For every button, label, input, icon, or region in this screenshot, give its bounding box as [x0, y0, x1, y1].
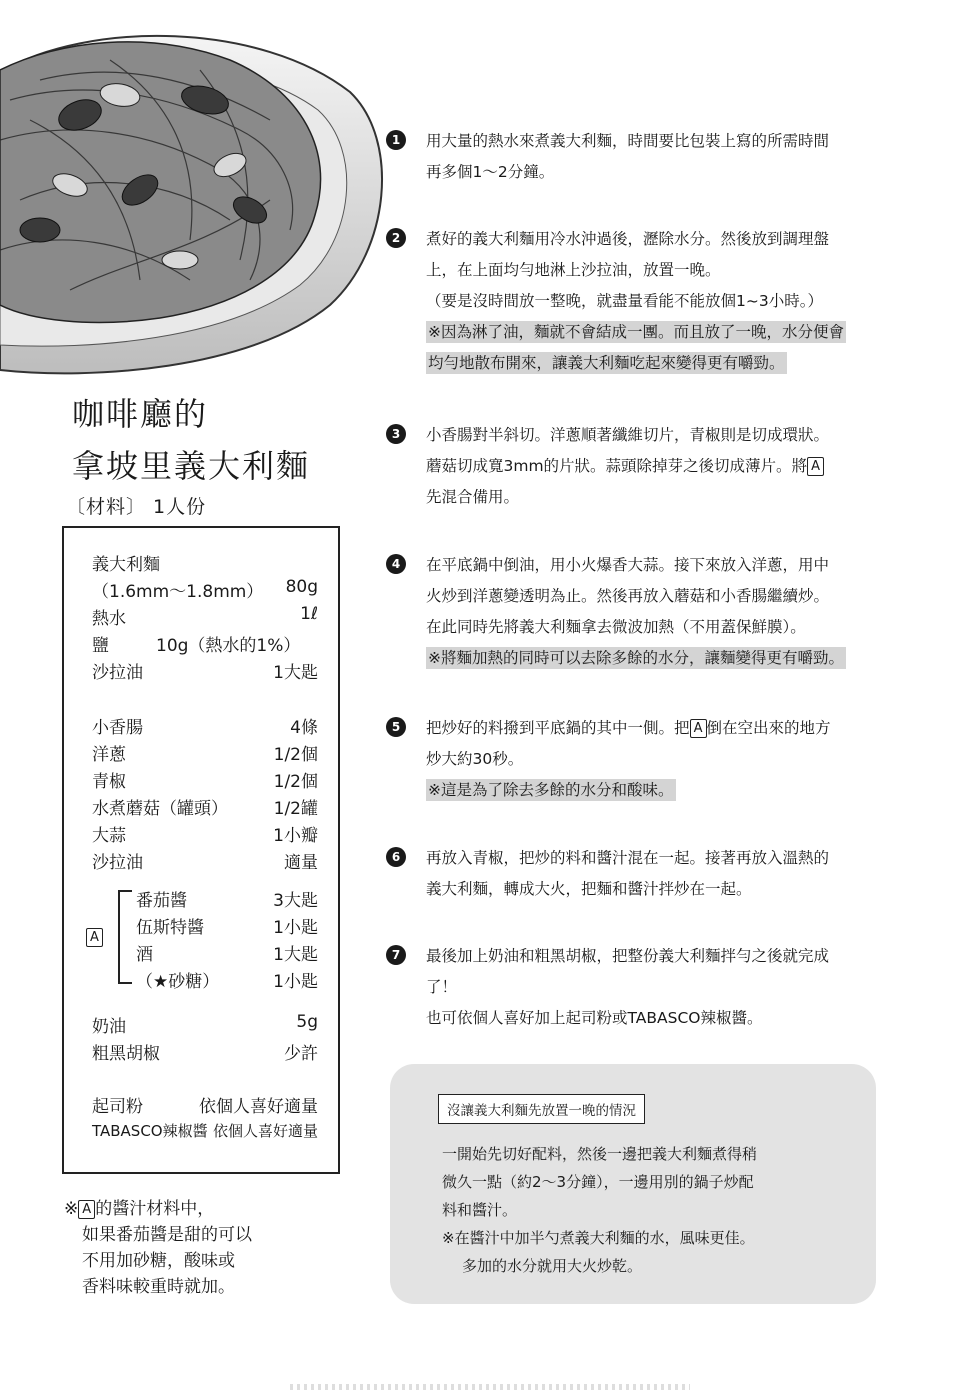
- step-number: 6: [386, 847, 406, 867]
- servings-label: 〔材料〕 1人份: [66, 496, 207, 518]
- scan-speckle: [290, 1384, 690, 1390]
- step-number: 7: [386, 945, 406, 965]
- ingredient-row: 洋蔥 1/2個: [92, 745, 318, 765]
- step-line: 煮好的義大利麵用冷水沖過後，瀝除水分。然後放到調理盤: [426, 230, 830, 248]
- ingredient-row: 粗黑胡椒 少許: [92, 1044, 318, 1064]
- step-7: [386, 941, 906, 1034]
- ingredient-row: 鹽 10g（熱水的1%）: [92, 636, 301, 656]
- sauce-a-label: A: [86, 928, 103, 947]
- ingredient-row: 義大利麵: [92, 555, 160, 575]
- sauce-a-box: A: [690, 719, 707, 738]
- note-line-1: 的醬汁材料中，: [95, 1199, 215, 1219]
- step-number: 1: [386, 130, 406, 150]
- step-line: 把炒好的料撥到平底鍋的其中一側。把: [426, 719, 690, 737]
- sauce-note: [64, 1196, 252, 1300]
- callout-line: 一開始先切好配料，然後一邊把義大利麵煮得稍: [442, 1145, 758, 1163]
- step-line: 小香腸對半斜切。洋蔥順著纖維切片，青椒則是切成環狀。: [426, 426, 830, 444]
- ingredient-row: 小香腸 4條: [92, 718, 318, 738]
- step-number: 5: [386, 717, 406, 737]
- callout-tag: 沒讓義大利麵先放置一晚的情況: [438, 1094, 645, 1124]
- title-line-1: 咖啡廳的: [72, 395, 209, 433]
- step-line: 炒大約30秒。: [426, 750, 524, 768]
- step-line: 在平底鍋中倒油，用小火爆香大蒜。接下來放入洋蔥，用中: [426, 556, 830, 574]
- callout-line: 多加的水分就用大火炒乾。: [462, 1257, 643, 1275]
- step-line: 也可依個人喜好加上起司粉或TABASCO辣椒醬。: [426, 1009, 763, 1027]
- ingredient-row: 沙拉油 1大匙: [92, 663, 318, 683]
- step-2: [386, 224, 906, 379]
- sauce-row: 酒 1大匙: [136, 945, 318, 965]
- callout-line: 料和醬汁。: [442, 1201, 518, 1219]
- callout-body: [442, 1140, 757, 1280]
- sauce-row: 伍斯特醬 1小匙: [136, 918, 318, 938]
- ingredient-row: 大蒜 1小瓣: [92, 826, 318, 846]
- step-line: 蘑菇切成寬3mm的片狀。蒜頭除掉芽之後切成薄片。將: [426, 457, 808, 475]
- step-line: 再放入青椒，把炒的料和醬汁混在一起。接著再放入溫熱的: [426, 849, 830, 867]
- step-tip: 均勻地散布開來，讓義大利麵吃起來變得更有嚼勁。: [428, 354, 785, 372]
- ingredient-row: TABASCO辣椒醬 依個人喜好適量: [92, 1122, 318, 1140]
- note-prefix: ※: [64, 1199, 79, 1219]
- note-a-box: A: [78, 1200, 95, 1219]
- step-line: 了！: [426, 978, 458, 996]
- sauce-a-box: A: [807, 457, 824, 476]
- step-number: 4: [386, 554, 406, 574]
- note-line-3: 不用加砂糖，酸味或: [82, 1251, 235, 1271]
- sauce-row: （★砂糖） 1小匙: [136, 972, 318, 992]
- title-line-2: 拿坡里義大利麵: [72, 447, 311, 485]
- recipe-title: [72, 388, 310, 492]
- ingredient-row: （1.6mm～1.8mm） 80g: [92, 577, 318, 602]
- tip-callout: [390, 1064, 876, 1304]
- sauce-bracket: [118, 890, 132, 984]
- note-line-4: 香料味較重時就加。: [82, 1277, 235, 1297]
- step-line: （要是沒時間放一整晚，就盡量看能不能放個1~3小時。）: [426, 292, 823, 310]
- ingredient-row: 熱水 1ℓ: [92, 604, 318, 629]
- step-tip: ※因為淋了油，麵就不會結成一團。而且放了一晚，水分便會: [428, 323, 844, 341]
- step-line: 用大量的熱水來煮義大利麵，時間要比包裝上寫的所需時間: [426, 132, 830, 150]
- step-3: [386, 420, 906, 513]
- step-line: 上，在上面均勻地淋上沙拉油，放置一晚。: [426, 261, 721, 279]
- callout-line: ※在醬汁中加半勺煮義大利麵的水，風味更佳。: [442, 1229, 755, 1247]
- spaghetti-plate-illustration: [0, 0, 400, 390]
- step-4: [386, 550, 906, 674]
- step-tip: ※將麵加熱的同時可以去除多餘的水分，讓麵變得更有嚼勁。: [428, 649, 844, 667]
- step-line: 再多個1～2分鐘。: [426, 163, 555, 181]
- step-6: [386, 843, 906, 905]
- step-line: 先混合備用。: [426, 488, 520, 506]
- step-1: [386, 126, 906, 188]
- ingredient-row: 水煮蘑菇（罐頭） 1/2罐: [92, 799, 318, 819]
- step-5: [386, 713, 906, 806]
- callout-line: 微久一點（約2～3分鐘），一邊用別的鍋子炒配: [442, 1173, 754, 1191]
- ingredient-row: 奶油 5g: [92, 1012, 318, 1037]
- step-number: 3: [386, 424, 406, 444]
- step-line: 最後加上奶油和粗黑胡椒，把整份義大利麵拌勻之後就完成: [426, 947, 830, 965]
- step-tip: ※這是為了除去多餘的水分和酸味。: [428, 781, 674, 799]
- step-line: 義大利麵，轉成大火，把麵和醬汁拌炒在一起。: [426, 880, 752, 898]
- note-line-2: 如果番茄醬是甜的可以: [82, 1225, 252, 1245]
- ingredient-row: 沙拉油 適量: [92, 853, 318, 873]
- sauce-row: 番茄醬 3大匙: [136, 891, 318, 911]
- ingredient-row: 起司粉 依個人喜好適量: [92, 1097, 318, 1117]
- ingredients-box: [62, 526, 340, 1174]
- step-line: 在此同時先將義大利麵拿去微波加熱（不用蓋保鮮膜）。: [426, 618, 806, 636]
- step-number: 2: [386, 228, 406, 248]
- step-line-cont: 倒在空出來的地方: [706, 719, 831, 737]
- step-line: 火炒到洋蔥變透明為止。然後再放入蘑菇和小香腸繼續炒。: [426, 587, 830, 605]
- ingredient-row: 青椒 1/2個: [92, 772, 318, 792]
